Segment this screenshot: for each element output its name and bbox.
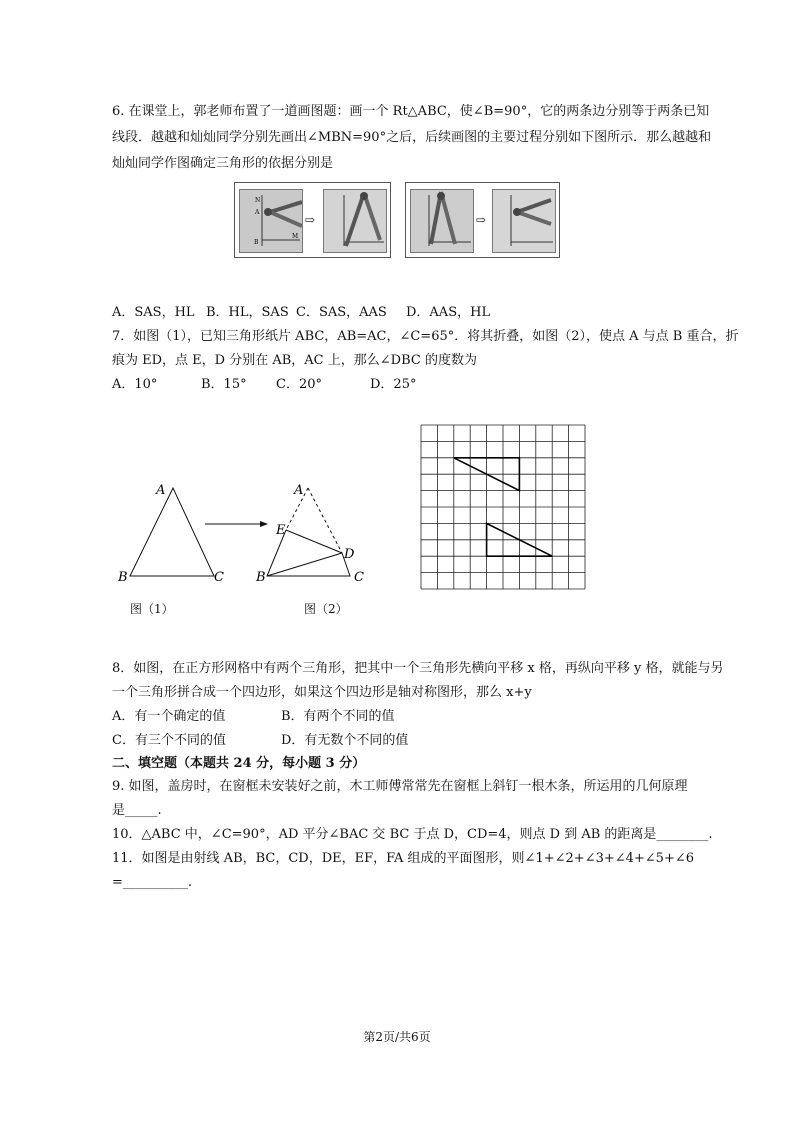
q8-option-b: B．有两个不同的值 — [281, 709, 395, 724]
q7-line-1: 7．如图（1），已知三角形纸片 ABC，AB=AC，∠C=65°．将其折叠，如图（2），使点 A 与点 B 重合，折 — [112, 329, 739, 344]
label-c2: C — [354, 570, 364, 585]
label-a2: A — [294, 483, 304, 498]
q7-option-b: B．15° — [201, 377, 247, 392]
compass-drawing-1b — [324, 190, 386, 252]
q8-square-grid — [420, 424, 586, 590]
q6-option-c: C．SAS，AAS — [296, 305, 387, 320]
q10-line: 10．△ABC 中，∠C=90°，AD 平分∠BAC 交 BC 于点 D，CD=4，则点 D 到 AB 的距离是________. — [112, 827, 713, 842]
arrow-icon: ⇨ — [476, 213, 487, 227]
q8-option-a: A．有一个确定的值 — [112, 709, 226, 724]
fig1-caption: 图（1） — [130, 602, 174, 616]
q6-photo-group-1 — [234, 182, 391, 258]
q7-line-2: 痕为 ED，点 E，D 分别在 AB，AC 上，那么∠DBC 的度数为 — [112, 353, 477, 368]
compass-drawing-2a — [411, 190, 473, 252]
label-b: B — [118, 570, 128, 585]
arrow-head-icon — [260, 521, 268, 527]
label-d: D — [344, 547, 355, 562]
q7-triangle-figures — [110, 478, 380, 588]
label-e: E — [276, 523, 286, 538]
label-a: A — [156, 483, 166, 498]
q7-option-c: C．20° — [276, 377, 322, 392]
q6-option-a: A．SAS，HL — [112, 305, 195, 320]
q8-option-d: D．有无数个不同的值 — [281, 733, 409, 748]
compass-drawing-1a — [240, 190, 302, 252]
q6-photo-1a — [239, 189, 303, 253]
q6-photo-2a — [410, 189, 474, 253]
q6-line-1: 6. 在课堂上，郭老师布置了一道画图题：画一个 Rt△ABC，使∠B=90°，它的两条边分别等于两条已知 — [112, 104, 710, 119]
q6-line-3: 灿灿同学作图确定三角形的依据分别是 — [112, 156, 334, 171]
q6-option-b: B．HL，SAS — [206, 305, 289, 320]
fig2-caption: 图（2） — [304, 602, 348, 616]
crease-ed — [286, 530, 342, 553]
photo-label-n: N — [255, 197, 261, 204]
q8-line-2: 一个三角形拼合成一个四边形，如果这个四边形是轴对称图形，那么 x+y — [112, 685, 532, 700]
fold-dashed-ac — [308, 488, 342, 553]
triangle-abc — [130, 488, 214, 576]
section-heading-fill-in: 二、填空题（本题共 24 分，每小题 3 分） — [112, 756, 366, 771]
q6-photo-1b — [323, 189, 387, 253]
photo-label-m: M — [292, 233, 299, 240]
segment-bd — [267, 553, 342, 576]
photo-label-b: B — [254, 239, 259, 246]
label-c: C — [214, 570, 224, 585]
arrow-icon: ⇨ — [305, 213, 316, 227]
q6-photo-group-2 — [405, 182, 560, 258]
q9-line-1: 9. 如图，盖房时，在窗框未安装好之前，木工师傅常常先在窗框上斜钉一根木条，所运用的几何原理 — [112, 779, 688, 794]
q11-line-1: 11．如图是由射线 AB，BC，CD，DE，EF，FA 组成的平面图形，则∠1+∠2+∠3+∠4+∠5+∠6 — [112, 851, 695, 866]
page-footer: 第2页/共6页 — [363, 1030, 431, 1044]
q7-option-a: A．10° — [112, 377, 158, 392]
label-b2: B — [256, 570, 266, 585]
q9-line-2: 是_____. — [112, 803, 162, 818]
q7-option-d: D．25° — [370, 377, 417, 392]
q6-photo-2b — [492, 189, 556, 253]
photo-label-a: A — [255, 209, 260, 216]
compass-drawing-2b — [493, 190, 555, 252]
q6-option-d: D．AAS，HL — [406, 305, 491, 320]
q11-line-2: =__________. — [112, 875, 193, 890]
q6-line-2: 线段．越越和灿灿同学分别先画出∠MBN=90°之后，后续画图的主要过程分别如下图所示．那么越越和 — [112, 130, 712, 145]
q8-line-1: 8．如图，在正方形网格中有两个三角形，把其中一个三角形先横向平移 x 格，再纵向平移 y 格，就能与另 — [112, 661, 724, 676]
q8-option-c: C．有三个不同的值 — [112, 733, 226, 748]
